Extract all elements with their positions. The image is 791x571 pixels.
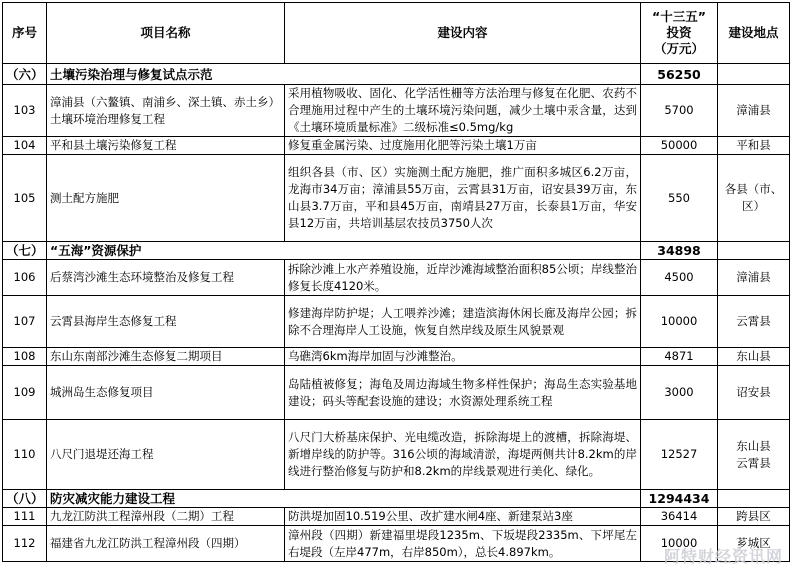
- row-name: 测土配方施肥: [47, 155, 285, 242]
- row-invest: 12527: [641, 420, 718, 490]
- row-seq: 108: [3, 348, 47, 366]
- section-num: （八）: [3, 490, 47, 508]
- row-invest: 4871: [641, 348, 718, 366]
- table-row: [3, 420, 790, 490]
- row-name: 后蔡湾沙滩生态环境整治及修复工程: [47, 260, 285, 296]
- section-title: 防灾减灾能力建设工程: [47, 490, 641, 508]
- row-location: 云霄县: [718, 296, 790, 348]
- row-name: 云霄县海岸生态修复工程: [47, 296, 285, 348]
- section-title: 土壤污染治理与修复试点示范: [47, 64, 641, 85]
- row-location: 东山县: [718, 348, 790, 366]
- header-invest-line1: “十三五”: [652, 9, 706, 24]
- row-name: 城洲岛生态修复项目: [47, 366, 285, 420]
- row-location: 芗城区: [718, 526, 790, 562]
- row-location: 东山县 云霄县: [718, 420, 790, 490]
- row-content: 乌礁湾6km海岸加固与沙滩整治。: [285, 348, 641, 366]
- table-row: [3, 85, 790, 137]
- watermark: 阿特财经资讯网: [663, 547, 783, 566]
- header-content: 建设内容: [285, 3, 641, 64]
- row-seq: 112: [3, 526, 47, 562]
- section-row: [3, 64, 790, 85]
- row-name: 平和县土壤污染修复工程: [47, 137, 285, 155]
- row-seq: 109: [3, 366, 47, 420]
- row-location: 漳浦县: [718, 260, 790, 296]
- header-name: 项目名称: [47, 3, 285, 64]
- row-seq: 107: [3, 296, 47, 348]
- row-name: 东山东南部沙滩生态修复二期项目: [47, 348, 285, 366]
- row-name: 福建省九龙江防洪工程漳州段（四期）: [47, 526, 285, 562]
- table-row: [3, 508, 790, 526]
- row-seq: 110: [3, 420, 47, 490]
- row-content: 采用植物吸收、固化、化学活性栅等方法治理与修复在化肥、农药不合理施用过程中产生的土壤环境污染问题，减少土壤中汞含量，达到《土壤环境质量标准》二级标准≤0.5mg/kg: [285, 85, 641, 137]
- row-content: 漳州段（四期）新建福里堤段1235m、下坂堤段2335m、下坪尾左右堤段（左岸477m，右岸850m），总长4.897km。: [285, 526, 641, 562]
- header-invest-line3: （万元）: [653, 41, 704, 56]
- section-total: 1294434: [641, 490, 718, 508]
- row-invest: 550: [641, 155, 718, 242]
- header-seq: 序号: [3, 3, 47, 64]
- row-name: 漳浦县（六鳌镇、南浦乡、深土镇、赤土乡）土壤环境治理修复工程: [47, 85, 285, 137]
- row-content: 组织各县（市、区）实施测土配方施肥，推广面积多城区6.2万亩，龙海市34万亩；漳浦县55万亩，云霄县31万亩，诏安县39万亩，东山县3.7万亩，平和县45万亩，南靖县27万亩，长泰县1万亩，华安县12万亩，共培训基层农技员3750人次: [285, 155, 641, 242]
- table-row: [3, 366, 790, 420]
- row-name: 九龙江防洪工程漳州段（二期）工程: [47, 508, 285, 526]
- section-row: [3, 490, 790, 508]
- row-location: 诏安县: [718, 366, 790, 420]
- section-num: （六）: [3, 64, 47, 85]
- section-num: （七）: [3, 242, 47, 260]
- row-content: 拆除沙滩上水产养殖设施，近岸沙滩海域整治面积85公顷；岸线整治修复长度4120米。: [285, 260, 641, 296]
- row-location: 漳浦县: [718, 85, 790, 137]
- row-invest: 3000: [641, 366, 718, 420]
- row-invest: 5700: [641, 85, 718, 137]
- row-content: 岛陆植被修复；海龟及周边海域生物多样性保护；海岛生态实验基地建设；码头等配套设施的建设；水资源处理系统工程: [285, 366, 641, 420]
- row-content: 修建海岸防护堤；人工喂养沙滩；建造滨海休闲长廊及海岸公园；拆除不合理海岸人工设施，恢复自然岸线及原生风貌景观: [285, 296, 641, 348]
- section-title: “五海”资源保护: [47, 242, 641, 260]
- row-invest: 10000: [641, 526, 718, 562]
- row-location: 平和县: [718, 137, 790, 155]
- section-total: 34898: [641, 242, 718, 260]
- project-table: [2, 2, 790, 562]
- row-invest: 10000: [641, 296, 718, 348]
- header-invest-line2: 投资: [666, 25, 692, 40]
- table-row: [3, 260, 790, 296]
- row-seq: 106: [3, 260, 47, 296]
- row-content: 修复重金属污染、过度施用化肥等污染土壤1万亩: [285, 137, 641, 155]
- row-invest: 4500: [641, 260, 718, 296]
- row-seq: 104: [3, 137, 47, 155]
- row-location: 各县（市、区）: [718, 155, 790, 242]
- section-row: [3, 242, 790, 260]
- row-seq: 103: [3, 85, 47, 137]
- row-invest: 36414: [641, 508, 718, 526]
- row-content: 八尺门大桥基床保护、光电缆改造，拆除海堤上的渡槽，拆除海堤、新增岸线的防护等。316公顷的海域清淤，海堤两侧共计8.2km的岸线进行整治修复与防护和8.2km的岸线景观进行美化、绿化。: [285, 420, 641, 490]
- header-row: [3, 3, 790, 64]
- table-row: [3, 137, 790, 155]
- section-total: 56250: [641, 64, 718, 85]
- row-seq: 105: [3, 155, 47, 242]
- row-content: 防洪堤加固10.519公里、改扩建水闸4座、新建泵站3座: [285, 508, 641, 526]
- table-row: [3, 348, 790, 366]
- row-name: 八尺门退堤还海工程: [47, 420, 285, 490]
- header-invest: [641, 3, 718, 64]
- table-row: [3, 155, 790, 242]
- header-location: 建设地点: [718, 3, 790, 64]
- row-location: 跨县区: [718, 508, 790, 526]
- row-invest: 50000: [641, 137, 718, 155]
- table-row: [3, 296, 790, 348]
- row-seq: 111: [3, 508, 47, 526]
